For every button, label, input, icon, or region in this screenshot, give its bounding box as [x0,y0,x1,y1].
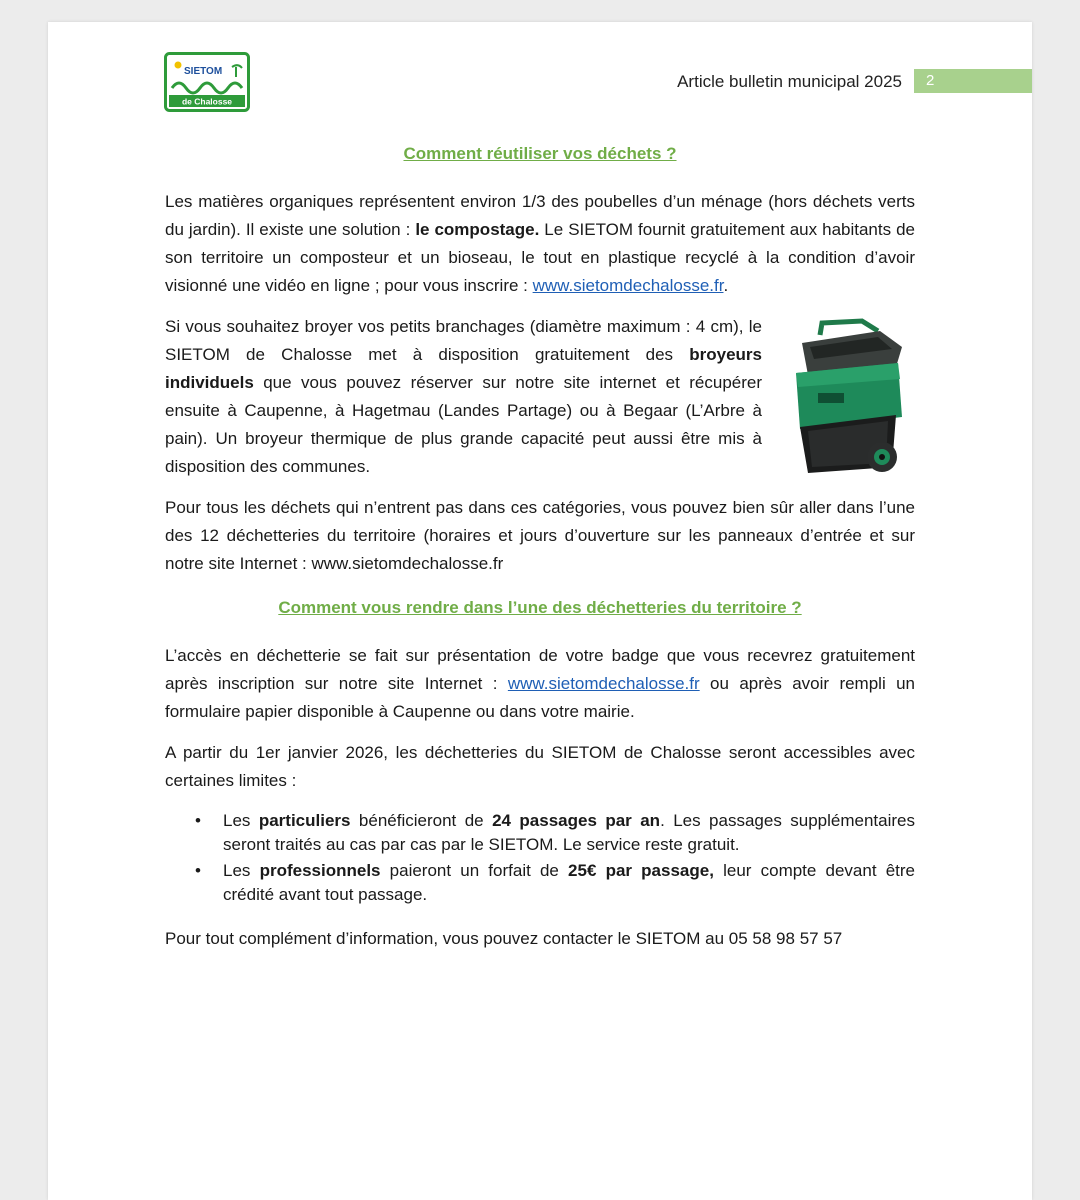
list-item: • Les particuliers bénéficieront de 24 passages par an. Les passages supplémentaires seront traités au cas par cas par le SIETOM. Le service reste gratuit. [223,809,915,857]
sun-icon [175,62,182,69]
paragraph-shredder: Si vous souhaitez broyer vos petits branchages (diamètre maximum : 4 cm), le SIETOM de Chalosse met à disposition gratuitement des broyeurs individuels que vous pouvez réserver sur notre site internet et récupérer ensuite à Caupenne, à Hagetmau (Landes Partage) ou à Begaar (L’Arbre à pain). Un broyeur thermique de plus grande capacité peut aussi être mis à disposition des communes. [165,317,762,476]
paragraph-compost: Les matières organiques représentent environ 1/3 des poubelles d’un ménage (hors déchets verts du jardin). Il existe une solution : le compostage. Le SIETOM fournit gratuitement aux habitants de son territoire un composteur et un bioseau, le tout en plastique recyclé à la condition d’avoir visionné une vidéo en ligne ; pour vous inscrire : www.sietomdechalosse.fr. [165,192,915,295]
list-item: • Les professionnels paieront un forfait de 25€ par passage, leur compte devant être crédité avant tout passage. [223,859,915,907]
section-heading-access: Comment vous rendre dans l’une des déchetteries du territoire ? [278,598,802,617]
article-body [165,140,915,966]
section-heading-reuse: Comment réutiliser vos déchets ? [403,144,677,163]
website-link-2[interactable]: www.sietomdechalosse.fr [507,674,700,693]
compost-bold: le compostage. [415,220,540,239]
shredder-section [165,313,915,481]
paragraph-recycling-centers: Pour tous les déchets qui n’entrent pas dans ces catégories, vous pouvez bien sûr aller dans l’une des 12 déchetteries du territoire (horaires et jours d’ouverture sur les panneaux d’entrée et sur notre site Internet : www.sietomdechalosse.fr [165,498,915,573]
page-number-badge: 2 [914,69,1032,93]
paragraph-2026-limits: A partir du 1er janvier 2026, les déchetteries du SIETOM de Chalosse seront accessibles avec certaines limites : [165,743,915,790]
document-page [48,22,1032,1200]
paragraph-contact: Pour tout complément d’information, vous pouvez contacter le SIETOM au 05 58 98 57 57 [165,929,843,948]
website-link-1[interactable]: www.sietomdechalosse.fr [532,276,724,295]
limits-list [165,809,915,907]
paragraph-badge-access: L’accès en déchetterie se fait sur présentation de votre badge que vous recevrez gratuitement après inscription sur notre site Internet : www.sietomdechalosse.fr ou après avoir rempli un formulaire papier disponible à Caupenne ou dans votre mairie. [165,646,916,721]
svg-text:de Chalosse: de Chalosse [181,96,233,107]
garden-shredder-image [780,317,915,477]
header-title: Article bulletin municipal 2025 [677,72,902,91]
svg-text:SIETOM: SIETOM [184,66,223,77]
sietom-logo [164,52,250,112]
shredder-bold: broyeurs individuels [165,345,762,392]
